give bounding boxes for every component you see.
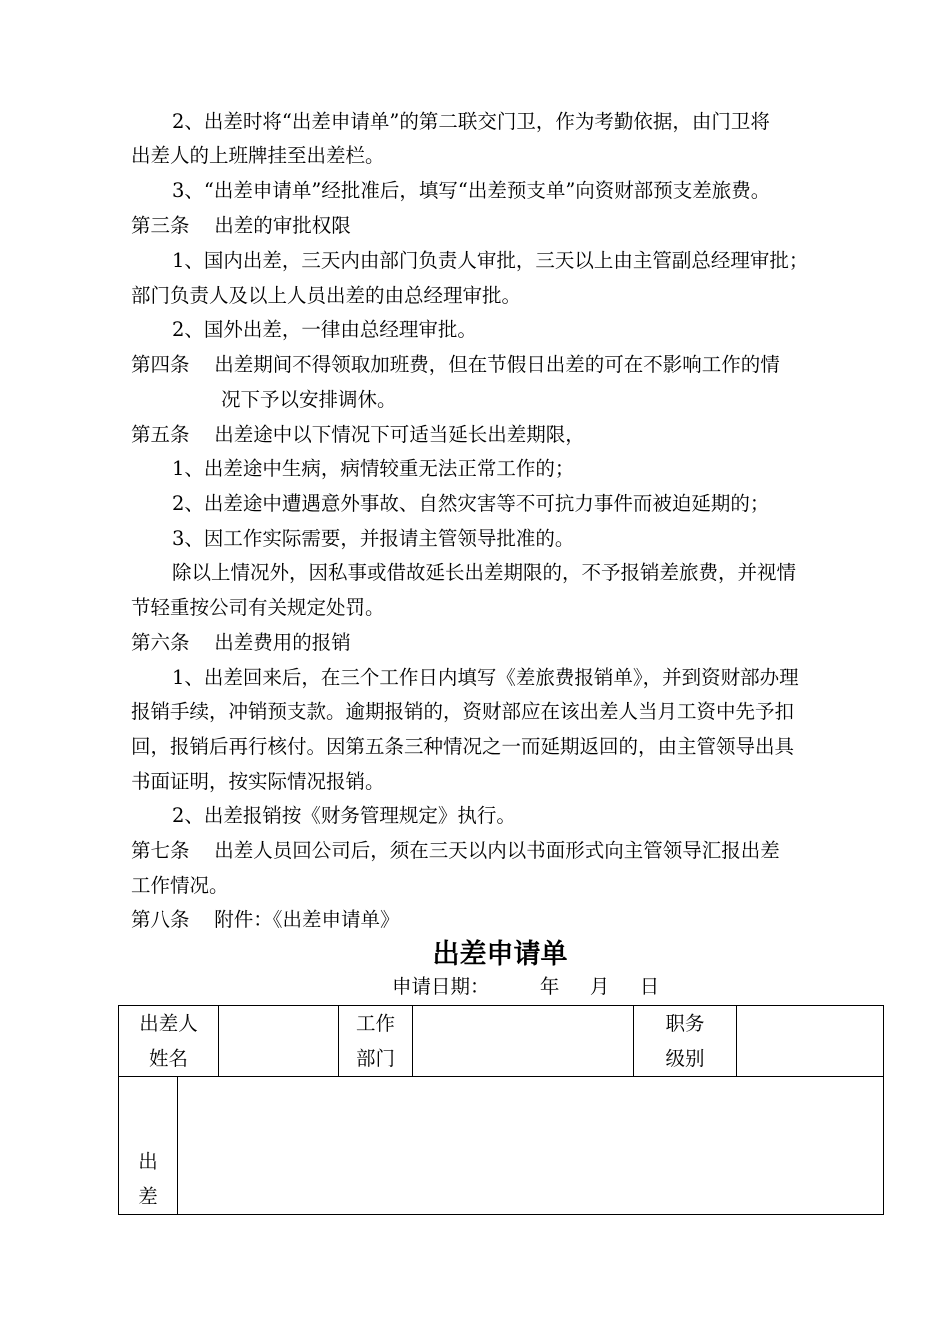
paragraph: 2、出差途中遭遇意外事故、自然灾害等不可抗力事件而被迫延期的； [172, 492, 770, 515]
paragraph: 1、国内出差，三天内由部门负责人审批，三天以上由主管副总经理审批； [172, 249, 809, 272]
date-label: 申请日期： [392, 975, 490, 998]
paragraph: 部门负责人及以上人员出差的由总经理审批。 [131, 284, 522, 307]
paragraph: 除以上情况外，因私事或借故延长出差期限的，不予报销差旅费，并视情 [172, 561, 797, 584]
rank-label: 职务 级别 [634, 1006, 737, 1077]
paragraph: 1、出差回来后，在三个工作日内填写《差旅费报销单》，并到资财部办理 [172, 666, 799, 689]
applicant-name-field[interactable] [219, 1006, 339, 1077]
department-field[interactable] [413, 1006, 634, 1077]
trip-reason-label: 出 差 [119, 1077, 178, 1215]
date-day: 日 [639, 975, 660, 998]
paragraph: 3、“出差申请单”经批准后，填写“出差预支单”向资财部预支差旅费。 [172, 179, 771, 202]
department-label: 工作 部门 [339, 1006, 413, 1077]
form-title: 出差申请单 [432, 939, 568, 970]
paragraph: 回，报销后再行核付。因第五条三种情况之一而延期返回的，由主管领导出具 [131, 735, 795, 758]
paragraph: 3、因工作实际需要，并报请主管领导批准的。 [172, 527, 575, 550]
rank-field[interactable] [737, 1006, 884, 1077]
paragraph: 2、出差报销按《财务管理规定》执行。 [172, 804, 516, 827]
trip-reason-field[interactable] [178, 1077, 884, 1215]
article-heading: 第三条 出差的审批权限 [131, 214, 351, 237]
applicant-name-label: 出差人 姓名 [119, 1006, 219, 1077]
paragraph: 工作情况。 [131, 874, 229, 897]
paragraph: 况下予以安排调休。 [221, 388, 397, 411]
date-year: 年 [539, 975, 560, 998]
article-heading: 第七条 出差人员回公司后，须在三天以内以书面形式向主管领导汇报出差 [131, 839, 780, 862]
application-form-table [118, 1005, 884, 1215]
article-heading: 第八条 附件：《出差申请单》 [131, 908, 400, 931]
article-heading: 第四条 出差期间不得领取加班费，但在节假日出差的可在不影响工作的情 [131, 353, 780, 376]
paragraph: 报销手续，冲销预支款。逾期报销的，资财部应在该出差人当月工资中先予扣 [131, 700, 795, 723]
paragraph: 2、国外出差，一律由总经理审批。 [172, 318, 477, 341]
article-heading: 第五条 出差途中以下情况下可适当延长出差期限， [131, 423, 585, 446]
application-date [392, 975, 659, 999]
paragraph: 节轻重按公司有关规定处罚。 [131, 596, 385, 619]
paragraph: 出差人的上班牌挂至出差栏。 [131, 144, 385, 167]
paragraph: 1、出差途中生病，病情较重无法正常工作的； [172, 457, 575, 480]
article-heading: 第六条 出差费用的报销 [131, 631, 351, 654]
paragraph: 2、出差时将“出差申请单”的第二联交门卫，作为考勤依据，由门卫将 [172, 110, 770, 133]
date-month: 月 [589, 975, 610, 998]
paragraph: 书面证明，按实际情况报销。 [131, 770, 385, 793]
